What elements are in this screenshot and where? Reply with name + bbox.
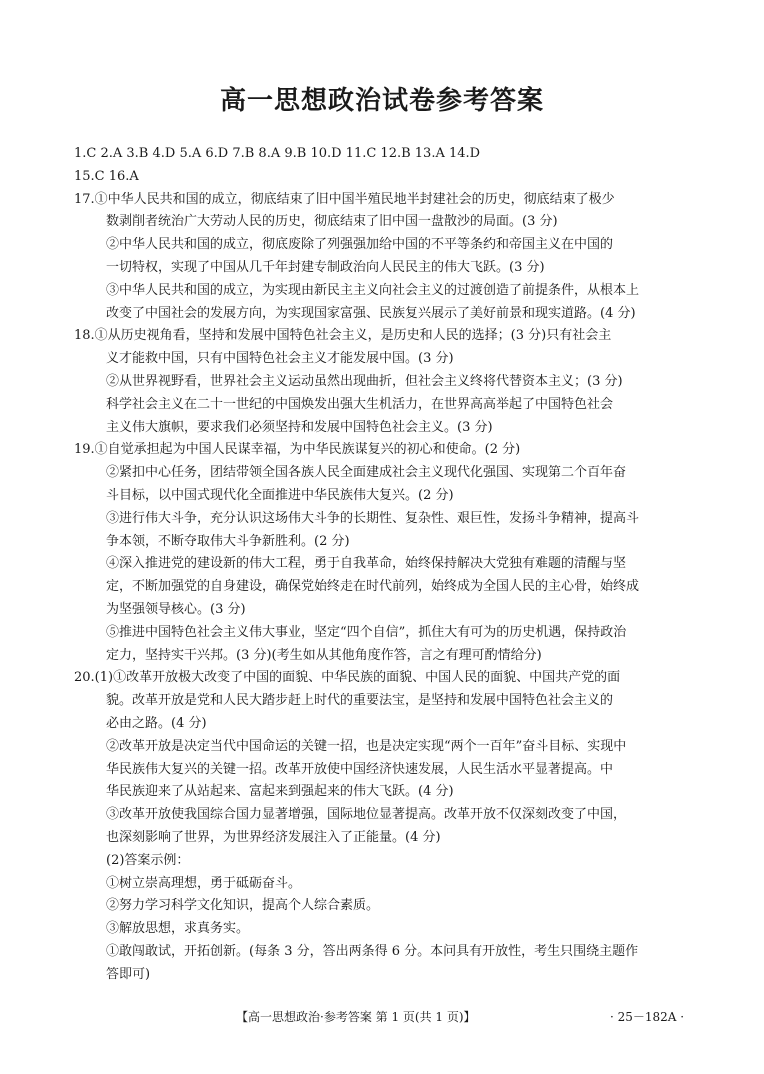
answer-line: ①敢闯敢试，开拓创新。(每条 3 分，答出两条得 6 分。本问具有开放性，考生只围绕主题作 [106, 943, 639, 959]
answer-line: 也深刻影响了世界，为世界经济发展注入了正能量。(4 分) [106, 829, 441, 845]
footer-page-info: 【高一思想政治·参考答案 第 1 页(共 1 页)】 [236, 1010, 476, 1024]
answer-line: 为坚强领导核心。(3 分) [106, 601, 246, 617]
answer-line: ②努力学习科学文化知识，提高个人综合素质。 [106, 898, 380, 914]
answer-line: 数剥削者统治广大劳动人民的历史，彻底结束了旧中国一盘散沙的局面。(3 分) [106, 214, 558, 230]
answer-body [74, 143, 694, 986]
answer-line: 17.①中华人民共和国的成立，彻底结束了旧中国半殖民地半封建社会的历史，彻底结束了极少 [74, 191, 615, 207]
answer-line: 争本领，不断夺取伟大斗争新胜利。(2 分) [106, 533, 350, 549]
answer-line: 斗目标，以中国式现代化全面推进中华民族伟大复兴。(2 分) [106, 487, 454, 503]
answer-line: 答即可) [106, 966, 151, 982]
answer-line: 1.C 2.A 3.B 4.D 5.A 6.D 7.B 8.A 9.B 10.D 11.C 12.B 13.A 14.D [74, 146, 481, 161]
answer-line: 义才能救中国，只有中国特色社会主义才能发展中国。(3 分) [106, 351, 454, 367]
answer-line: 华民族伟大复兴的关键一招。改革开放使中国经济快速发展，人民生活水平显著提高。中 [106, 761, 614, 777]
answer-line: 19.①自觉承担起为中国人民谋幸福，为中华民族谋复兴的初心和使命。(2 分) [74, 442, 521, 458]
answer-line: 改变了中国社会的发展方向，为实现国家富强、民族复兴展示了美好前景和现实道路。(4 分) [106, 305, 636, 321]
answer-line: 18.①从历史视角看，坚持和发展中国特色社会主义，是历史和人民的选择；(3 分)只有社会主 [74, 328, 612, 344]
answer-line: 15.C 16.A [74, 168, 139, 184]
page-title: 高一思想政治试卷参考答案 [219, 86, 544, 116]
answer-line: ②中华人民共和国的成立，彻底废除了列强强加给中国的不平等条约和帝国主义在中国的 [106, 237, 614, 253]
answer-line: ③进行伟大斗争，充分认识这场伟大斗争的长期性、复杂性、艰巨性，发扬斗争精神，提高斗 [106, 510, 640, 526]
answer-line: ③解放思想，求真务实。 [106, 921, 250, 937]
answer-line: 科学社会主义在二十一世纪的中国焕发出强大生机活力，在世界高高举起了中国特色社会 [106, 396, 614, 412]
answer-line: ③改革开放使我国综合国力显著增强，国际地位显著提高。改革开放不仅深刻改变了中国， [106, 807, 627, 823]
answer-line: 定力，坚持实干兴邦。(3 分)(考生如从其他角度作答，言之有理可酌情给分) [106, 647, 542, 663]
answer-line: 定，不断加强党的自身建设，确保党始终走在时代前列，始终成为全国人民的主心骨，始终成 [106, 579, 640, 595]
footer-doc-code: · 25－182A · [610, 1010, 685, 1024]
answer-line: 主义伟大旗帜，要求我们必须坚持和发展中国特色社会主义。(3 分) [106, 419, 493, 435]
answer-line: 华民族迎来了从站起来、富起来到强起来的伟大飞跃。(4 分) [106, 784, 454, 800]
answer-line: ⑤推进中国特色社会主义伟大事业，坚定“四个自信”，抓住大有可为的历史机遇，保持政治 [106, 624, 627, 640]
answer-line: ②从世界视野看，世界社会主义运动虽然出现曲折，但社会主义终将代替资本主义；(3 分) [106, 373, 623, 389]
answer-line: 一切特权，实现了中国从几千年封建专制政治向人民民主的伟大飞跃。(3 分) [106, 259, 545, 275]
answer-line: ②紧扣中心任务，团结带领全国各族人民全面建成社会主义现代化强国、实现第二个百年奋 [106, 465, 627, 481]
answer-line: ④深入推进党的建设新的伟大工程，勇于自我革命，始终保持解决大党独有难题的清醒与坚 [106, 556, 627, 572]
answer-line: (2)答案示例： [106, 852, 190, 868]
answer-line: ③中华人民共和国的成立，为实现由新民主主义向社会主义的过渡创造了前提条件，从根本上 [106, 282, 640, 298]
answer-line: 必由之路。(4 分) [106, 715, 207, 731]
answer-line: ②改革开放是决定当代中国命运的关键一招，也是决定实现“两个一百年”奋斗目标、实现中 [106, 738, 627, 754]
answer-line: ①树立崇高理想，勇于砥砺奋斗。 [106, 875, 302, 891]
answer-line: 貌。改革开放是党和人民大踏步赶上时代的重要法宝，是坚持和发展中国特色社会主义的 [106, 693, 614, 709]
answer-line: 20.(1)①改革开放极大改变了中国的面貌、中华民族的面貌、中国人民的面貌、中国共产党的面 [74, 670, 621, 686]
